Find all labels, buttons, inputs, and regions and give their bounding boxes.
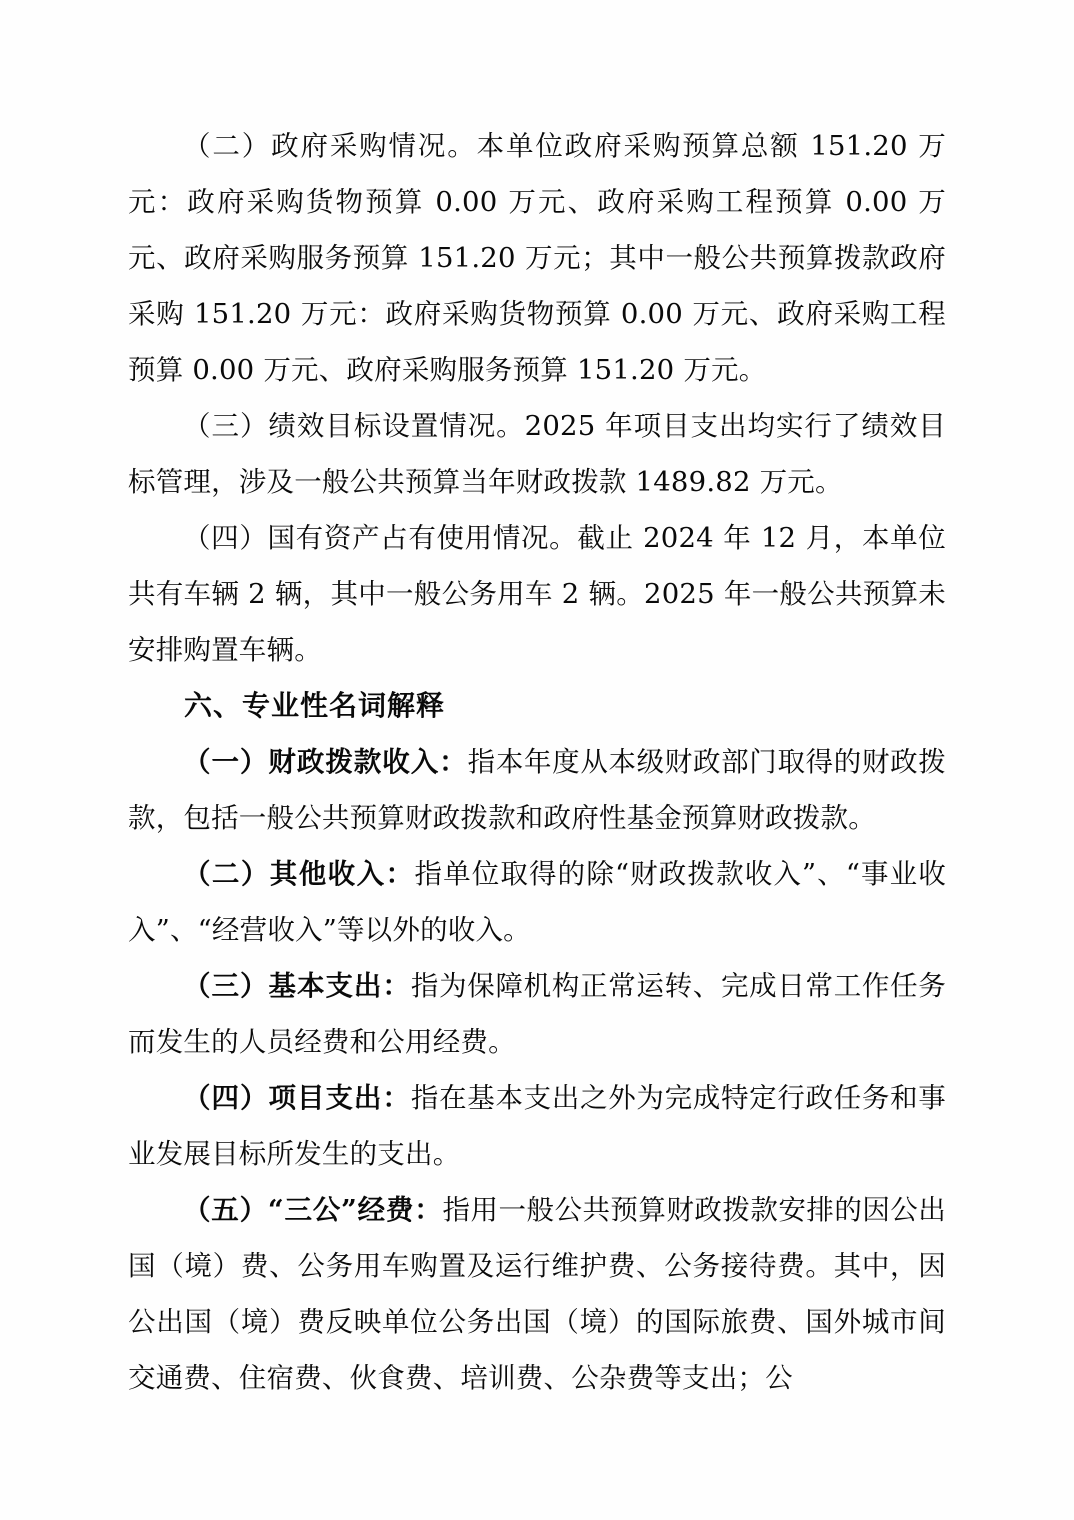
term-label: （五）“三公”经费： [183,1194,443,1226]
term-text: 指在基本支出之外为完成特定行政任务和事业发展目标所发生的支出。 [128,1082,946,1170]
paragraph-state-assets: （四）国有资产占有使用情况。截止 2024 年 12 月，本单位共有车辆 2 辆，其中一般公务用车 2 辆。2025 年一般公共预算未安排购置车辆。 [128,522,946,666]
term-project-expenditure [128,1070,946,1182]
term-label: （一）财政拨款收入： [183,746,468,778]
term-text: 指本年度从本级财政部门取得的财政拨款，包括一般公共预算财政拨款和政府性基金预算财政拨款。 [128,746,946,834]
section-heading-terminology: 六、专业性名词解释 [184,689,446,722]
term-label: （二）其他收入： [183,858,415,890]
term-basic-expenditure [128,958,946,1070]
paragraph-procurement: （二）政府采购情况。本单位政府采购预算总额 151.20 万元：政府采购货物预算 0.00 万元、政府采购工程预算 0.00 万元、政府采购服务预算 151.20 万元；其中一般公共预算拨款政府采购 151.20 万元：政府采购货物预算 0.00 万元、政府采购工程预算 0.00 万元、政府采购服务预算 151.20 万元。 [128,130,946,386]
term-three-public-expenses [128,1182,946,1406]
term-text: 指单位取得的除“财政拨款收入”、“事业收入”、“经营收入”等以外的收入。 [128,858,946,946]
term-other-income [128,846,946,958]
document-body [128,118,946,1406]
term-label: （三）基本支出： [183,970,411,1002]
term-text: 指为保障机构正常运转、完成日常工作任务而发生的人员经费和公用经费。 [128,970,946,1058]
term-fiscal-appropriation-income [128,734,946,846]
term-label: （四）项目支出： [183,1082,411,1114]
term-text: 指用一般公共预算财政拨款安排的因公出国（境）费、公务用车购置及运行维护费、公务接待费。其中，因公出国（境）费反映单位公务出国（境）的国际旅费、国外城市间交通费、住宿费、伙食费、培训费、公杂费等支出；公 [128,1194,946,1394]
paragraph-performance-goal: （三）绩效目标设置情况。2025 年项目支出均实行了绩效目标管理，涉及一般公共预算当年财政拨款 1489.82 万元。 [128,410,946,498]
